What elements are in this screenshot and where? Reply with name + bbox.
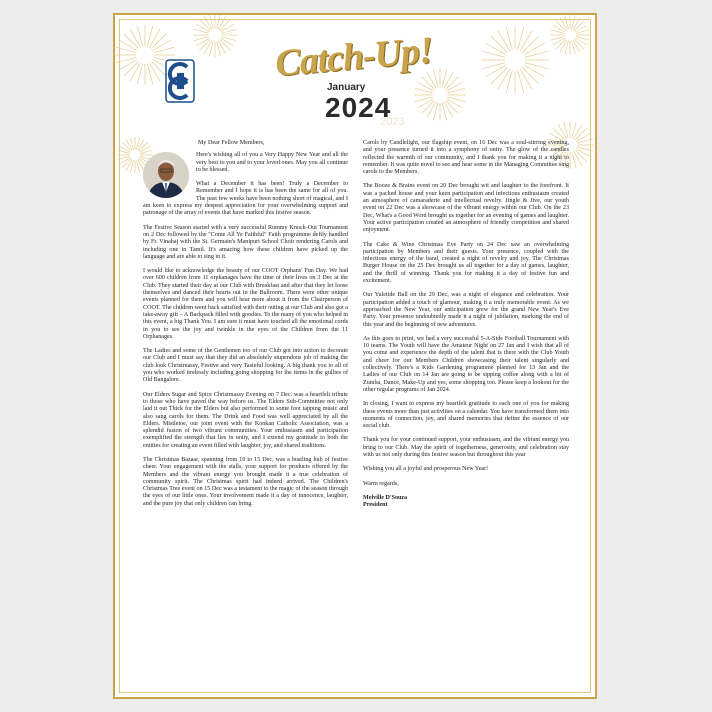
left-paragraph: The Festive Season started with a very successful Rummy Knock-Out Tournament on 2 Dec followed by the "Come All Ye Faithful" Faith programme deftly handled by Fr. Vinahaj with the St. Germain's Manipuri School Choir rendering Carols and including one in Tamil. It's amazing how these children have picked up the language and are able to sing in it.	[143, 224, 348, 260]
issue-month: January	[327, 82, 366, 93]
signature-title: President	[363, 502, 388, 509]
left-paragraph: What a December it has been! Truly a December to Remember and I hope it is has been the same for all of you. The past few weeks have been nothing short of magical, and I am keen to express my deepest appreciation for your overwhelming support and patronage of the array of events that have marked this festive season.	[143, 181, 348, 217]
letter-left-column	[143, 140, 348, 515]
right-paragraph: Carols by Candlelight, our flagship event, on 16 Dec was a soul-stirring evening, and your presence turned it into a symphony of unity. The glow of the candles reflected the warmth of our community, and I thank you for making it a night to remember. It was quite novel to see and hear some in the Managing Committee sing carols to the Members.	[363, 140, 569, 176]
right-paragraph: The Cake & Wine Christmas Eve Party on 24 Dec saw an overwhelming participation by Members and their guests. Your presence, coupled with the infectious energy of the band, created a night of revelry and joy. The Christmas Burger House on the 25 Dec brought us all together for a day of games, laughter, and the thrill of winning. Thank you for making it a day of festive fun and excitement.	[363, 241, 569, 285]
right-paragraph: Wishing you all a joyful and prosperous New Year!	[363, 466, 489, 473]
letter-salutation: My Dear Fellow Members,	[198, 140, 265, 146]
right-paragraphs	[363, 140, 569, 488]
right-paragraph: As this goes to print, we had a very successful 5-A-Side Football Tournament with 10 teams. The Youth will have the Amateur Night on 27 Jan and I wish that all of you come and experience the depth of the talent that is there with the Club Youth and cheer for our Members Children showcasing their talent singularly and collectively. There's a Kids Gardening programme planned for 13 Jan and the Ladies of our Club on 14 Jan are going to be sipping coffee along with a bit of Zumba, Dance, Make-Up and yes, some shopping too. Please keep a lookout for the other regular programs of Jan 2024.	[363, 335, 569, 393]
left-paragraph: The Ladies and some of the Gentlemen too of our Club got into action to decorate our Club and I must say that they did an absolutely stupendous job of making the club look Christmassy, Festive and very Tasteful looking. A big thank you to all of you who worked tirelessly including going shopping for the items in the gullies of Old Bangalore.	[143, 348, 348, 384]
left-paragraphs	[143, 152, 348, 508]
left-paragraph: The Christmas Bazaar, spanning from 10 to 15 Dec, was a bustling hub of festive cheer. Your engagement with the stalls, your support for products offered by the Members and the vibrant energy you brought made it a true celebration of community spirit. The Christmas spirit had indeed arrived. The Children's Christmas Tree event on 15 Dec was a testament to the magic of the season through the eyes of our little ones. Your involvement made it a day of innocence, laughter, and the pure joy that only children can bring.	[143, 456, 348, 507]
newsletter-page	[113, 13, 597, 699]
newsletter-title: Catch-Up!	[273, 29, 435, 85]
left-paragraph: I would like to acknowledge the beauty of our COOT Orphans' Fun Day. We had over 600 children from 11 orphanages have the time of their lives on 3 Dec at the Club. They started their day at our Club with Breakfast and after that they let loose themselves and danced their hearts out in the Ballroom. There were other unique events planned for them and you will hear more about it from the Chairperson of COOT. The children went back satisfied with their outing at our Club and also got a take-away gift – A Backpack filled with goodies. To the many of you who helped in this event, a big Thank You. I am sure it must have touched all the emotional cords in you to see the joy and twinkle in the eyes of the Children from the 11 Orphanages.	[143, 268, 348, 340]
club-crest-logo	[165, 59, 195, 103]
right-paragraph: Our Yuletide Ball on the 29 Dec, was a night of elegance and celebration. Your participation added a touch of glamour, making it a truly memorable event. As we approached the New Year, our anticipation grew for the grand New Year's Eve Party. Your presence undoubtedly made it a night of jubilation, marking the end of this year and the beginning of new adventures.	[363, 292, 569, 328]
president-portrait	[143, 152, 189, 198]
right-paragraph: Thank you for your continued support, your enthusiasm, and the vibrant energy you bring to our Club. May the spirit of togetherness, generosity, and celebration stay with us not only during this festive season but throughout this year	[363, 437, 569, 458]
left-paragraph: Here's wishing all of you a Very Happy New Year and all the very best to you and to your loved ones. May you all continue to be blessed.	[196, 152, 348, 173]
right-paragraph: Warm regards,	[363, 480, 399, 487]
ghost-year: 2023	[380, 116, 405, 128]
issue-year: 2024	[325, 92, 392, 123]
signature-name: Melville D'Souza	[363, 494, 408, 501]
letter-right-column	[363, 140, 569, 509]
left-paragraph: Our Elders Sugar and Spice Christmassy Evening on 7 Dec. was a heartfelt tribute to those who have paved the way before us. The Elders Sub-Committee not only laid it out Thick for the Elders but also performed to some foot tapping music and also sang carols for them. The Drink and Food was well appreciated by all the Elders. Mistletoe, our joint event with the Konkan Catholic Association, was a splendid fusion of two vibrant communities. Your enthusiasm and participation exemplified the strength that lies in unity, and I extend my gratitude to both the entities for creating an event filled with laughter, joy, and shared traditions.	[143, 391, 348, 449]
right-paragraph: In closing, I want to express my heartfelt gratitude to each one of you for making these events more than just activities on a calendar. You have transformed them into moments of connection, joy, and shared memories that define the essence of our social club.	[363, 401, 569, 430]
right-paragraph: The Booze & Brains event on 20 Dec brought wit and laughter to the forefront. It was a packed house and your keen participation and infectious enthusiasm created an atmosphere of camaraderie and intellectual revelry. Jingle & Jive, our youth event on 22 Dec was a showcase of the vibrant energy within our Club. On the 23 Dec, What's a Good Word brought us together for an evening of games and laughter. Your active participation created an atmosphere of friendly competition and shared enjoyment.	[363, 183, 569, 234]
